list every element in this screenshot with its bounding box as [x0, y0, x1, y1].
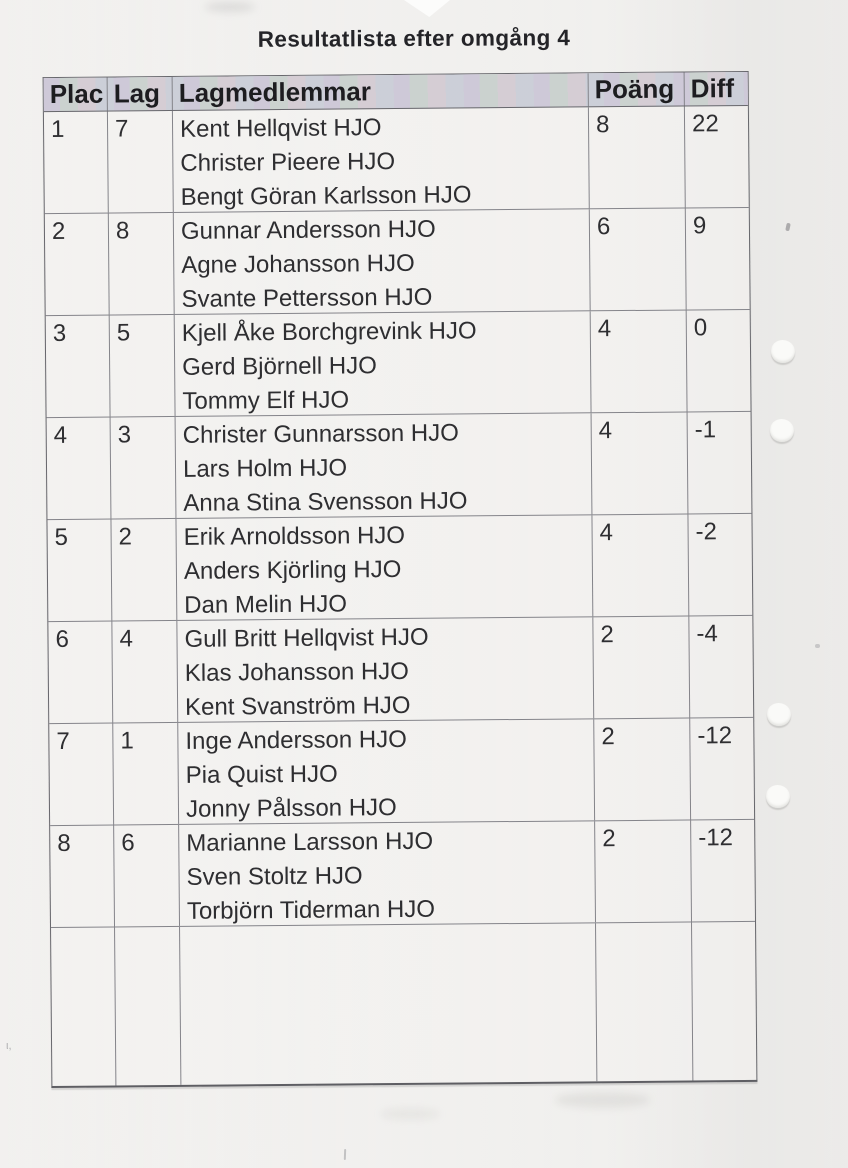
- column-header-1: Lag: [108, 77, 173, 111]
- cell-plac: 3: [46, 316, 111, 418]
- table-row: [47, 514, 752, 622]
- empty-cell-lag: [115, 927, 181, 1086]
- cell-diff: -4: [696, 620, 718, 648]
- member-name: Kent Svanström HJO: [184, 691, 411, 721]
- table-row: [49, 718, 754, 826]
- scan-speck: [785, 223, 791, 232]
- member-name: Erik Arnoldsson HJO: [183, 521, 406, 551]
- column-header-0: Plac: [44, 78, 108, 112]
- scan-speck: [815, 644, 820, 648]
- table-row: [50, 820, 755, 928]
- empty-cell-plac: [51, 928, 116, 1087]
- cell-lag: 8: [109, 213, 175, 315]
- punch-hole: [766, 785, 790, 808]
- cell-poang: 2: [594, 718, 691, 820]
- cell-lag: 5: [110, 315, 176, 417]
- member-name: Jonny Pålsson HJO: [185, 794, 397, 823]
- cell-lag: 2: [111, 519, 177, 621]
- table-row: [47, 412, 752, 520]
- cell-plac: 2: [45, 214, 110, 316]
- cell-plac: 6: [48, 622, 113, 724]
- empty-cell-members: [180, 923, 597, 1085]
- member-name: Svante Pettersson HJO: [181, 283, 433, 313]
- cell-members: [179, 821, 596, 926]
- cell-plac: 7: [49, 724, 114, 826]
- column-header-2: Lagmedlemmar: [173, 73, 589, 110]
- member-name: Anders Kjörling HJO: [183, 555, 402, 585]
- member-name: Pia Quist HJO: [185, 760, 338, 789]
- cell-poang: 6: [590, 208, 687, 310]
- member-name: Lars Holm HJO: [182, 454, 348, 483]
- cell-poang: 2: [593, 616, 690, 718]
- cell-members: [173, 107, 590, 212]
- scan-smudge: [205, 2, 255, 12]
- column-header-4: Diff: [690, 73, 735, 104]
- table-row: [46, 310, 751, 418]
- table-row: [48, 616, 753, 724]
- scan-smudge: [555, 1092, 650, 1108]
- cell-diff: -12: [698, 824, 734, 852]
- cell-diff: -2: [695, 518, 718, 546]
- punch-hole: [767, 703, 791, 726]
- cell-members: [176, 515, 593, 620]
- scan-corner-artifact: [404, 0, 450, 17]
- cell-lag: 4: [112, 621, 178, 723]
- cell-lag: 1: [113, 723, 179, 825]
- member-name: Kjell Åke Borchgrevink HJO: [181, 317, 477, 347]
- punch-hole: [770, 419, 794, 442]
- scan-speck: [344, 1149, 346, 1160]
- column-header-3: Poäng: [589, 72, 685, 106]
- scan-edge-mark: ι,: [6, 1040, 12, 1052]
- member-name: Inge Andersson HJO: [185, 725, 407, 755]
- cell-members: [178, 719, 595, 824]
- cell-poang: 8: [589, 106, 686, 208]
- member-name: Dan Melin HJO: [184, 590, 348, 619]
- member-name: Gunnar Andersson HJO: [180, 215, 436, 245]
- page-title: Resultatlista efter omgång 4: [257, 25, 571, 52]
- cell-diff: -12: [697, 722, 733, 750]
- member-name: Gerd Björnell HJO: [182, 352, 377, 381]
- scan-smudge: [380, 1108, 440, 1120]
- cell-diff: 0: [693, 314, 708, 342]
- empty-cell-poang: [596, 922, 693, 1081]
- cell-poang: 2: [595, 820, 692, 922]
- member-name: Marianne Larsson HJO: [186, 827, 434, 857]
- cell-plac: 1: [44, 112, 109, 214]
- table-row: [44, 106, 749, 214]
- empty-row: [51, 922, 756, 1086]
- member-name: Tommy Elf HJO: [182, 386, 350, 415]
- member-name: Anna Stina Svensson HJO: [183, 487, 468, 517]
- cell-lag: 6: [114, 825, 180, 927]
- cell-poang: 4: [592, 412, 689, 514]
- member-name: Christer Pieere HJO: [180, 148, 396, 177]
- cell-members: [177, 617, 594, 722]
- cell-members: [174, 209, 591, 314]
- member-name: Torbjörn Tiderman HJO: [186, 895, 436, 925]
- empty-cell-diff: [692, 922, 756, 1081]
- cell-diff: -1: [694, 416, 717, 444]
- member-name: Klas Johansson HJO: [184, 657, 410, 687]
- member-name: Bengt Göran Karlsson HJO: [180, 181, 472, 211]
- table-row: [45, 208, 750, 316]
- member-name: Agne Johansson HJO: [181, 249, 415, 279]
- cell-poang: 4: [591, 310, 688, 412]
- cell-diff: 22: [691, 110, 719, 138]
- cell-members: [175, 311, 592, 416]
- cell-lag: 7: [108, 111, 174, 213]
- member-name: Kent Hellqvist HJO: [179, 114, 382, 143]
- cell-diff: 9: [692, 212, 707, 240]
- cell-plac: 4: [47, 418, 112, 520]
- cell-plac: 8: [50, 826, 115, 928]
- table-body: [44, 106, 755, 928]
- cell-plac: 5: [47, 520, 112, 622]
- cell-members: [176, 413, 593, 518]
- cell-lag: 3: [111, 417, 177, 519]
- results-table: [43, 71, 758, 1088]
- cell-poang: 4: [592, 514, 689, 616]
- member-name: Christer Gunnarsson HJO: [182, 419, 459, 449]
- punch-hole: [771, 340, 795, 363]
- member-name: Sven Stoltz HJO: [186, 862, 363, 891]
- member-name: Gull Britt Hellqvist HJO: [184, 623, 429, 653]
